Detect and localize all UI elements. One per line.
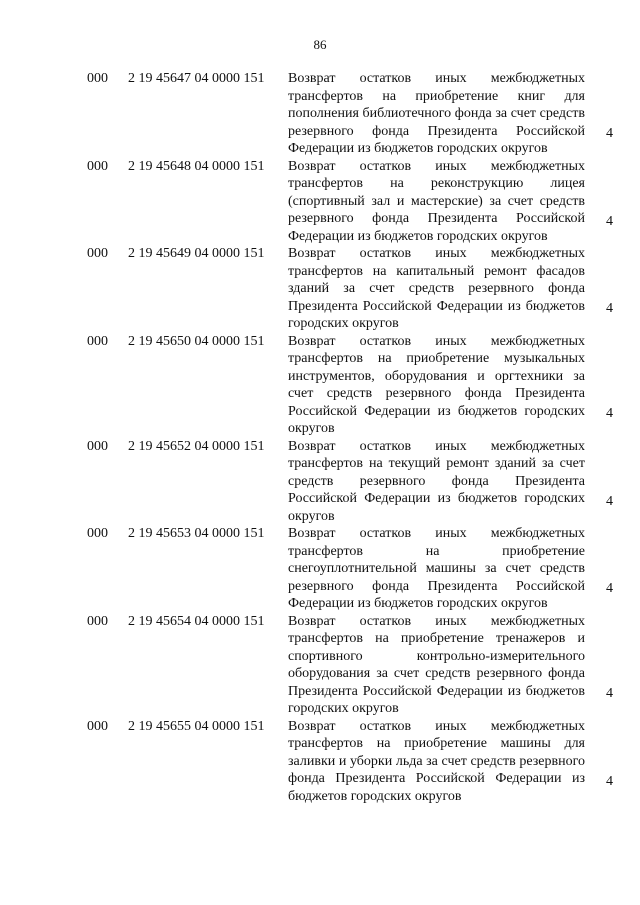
- table-row: [0, 158, 640, 246]
- table-row: [0, 333, 640, 438]
- admin-code: 000: [87, 613, 108, 629]
- amount-value: 4: [606, 301, 613, 316]
- table-row: [0, 70, 640, 158]
- income-description: Возврат остатков иных межбюджетных трансфертов на реконструкцию лицея (спортивный зал и мастерские) за счет средств резервного фонда Президента Российской Федерации из бюджетов городских округов: [288, 158, 585, 244]
- income-description: Возврат остатков иных межбюджетных трансфертов на приобретение снегоуплотнительной машины за счет средств резервного фонда Президента Российской Федерации из бюджетов городских округов: [288, 526, 585, 611]
- amount-value: 4: [606, 213, 613, 229]
- admin-code: 000: [87, 71, 108, 86]
- table-row: [0, 438, 640, 526]
- income-description: Возврат остатков иных межбюджетных трансфертов на приобретение книг для пополнения библиотечного фонда за счет средств резервного фонда Президента Российской Федерации из бюджетов городских округов: [288, 71, 585, 156]
- table-row: [0, 718, 640, 806]
- admin-code: 000: [87, 718, 108, 734]
- budget-classification-code: 2 19 45654 04 0000 151: [128, 613, 265, 629]
- income-description: Возврат остатков иных межбюджетных трансфертов на приобретение машины для заливки и уборки льда за счет средств резервного фонда Президента Российской Федерации из бюджетов городских округов: [288, 718, 585, 804]
- budget-classification-code: 2 19 45655 04 0000 151: [128, 718, 265, 734]
- amount-value: 4: [606, 773, 613, 789]
- table-row: [0, 525, 640, 613]
- budget-classification-code: 2 19 45647 04 0000 151: [128, 71, 265, 86]
- table-row: [0, 613, 640, 718]
- budget-classification-code: 2 19 45649 04 0000 151: [128, 246, 265, 261]
- admin-code: 000: [87, 333, 108, 349]
- income-description: Возврат остатков иных межбюджетных трансфертов на капитальный ремонт фасадов зданий за счет средств резервного фонда Президента Российской Федерации из бюджетов городских округов: [288, 246, 585, 331]
- admin-code: 000: [87, 158, 108, 174]
- income-description: Возврат остатков иных межбюджетных трансфертов на приобретение тренажеров и спортивного контрольно-измерительного оборудования за счет средств резервного фонда Президента Российской Федерации из бюджетов городских округов: [288, 613, 585, 716]
- amount-value: 4: [606, 126, 613, 141]
- admin-code: 000: [87, 246, 108, 261]
- amount-value: 4: [606, 406, 613, 421]
- page-number: 86: [313, 37, 327, 52]
- budget-classification-code: 2 19 45652 04 0000 151: [128, 438, 265, 454]
- amount-value: 4: [606, 493, 613, 509]
- admin-code: 000: [87, 526, 108, 541]
- income-description: Возврат остатков иных межбюджетных трансфертов на приобретение музыкальных инструментов, оборудования и оргтехники за счет средств резервного фонда Президента Российской Федерации из бюджетов городских округов: [288, 333, 585, 436]
- amount-value: 4: [606, 581, 613, 596]
- budget-code-table: [0, 70, 640, 805]
- amount-value: 4: [606, 686, 613, 701]
- budget-classification-code: 2 19 45648 04 0000 151: [128, 158, 265, 174]
- table-row: [0, 245, 640, 333]
- income-description: Возврат остатков иных межбюджетных трансфертов на текущий ремонт зданий за счет средств резервного фонда Президента Российской Федерации из бюджетов городских округов: [288, 438, 585, 524]
- budget-classification-code: 2 19 45653 04 0000 151: [128, 526, 265, 541]
- admin-code: 000: [87, 438, 108, 454]
- budget-classification-code: 2 19 45650 04 0000 151: [128, 333, 265, 349]
